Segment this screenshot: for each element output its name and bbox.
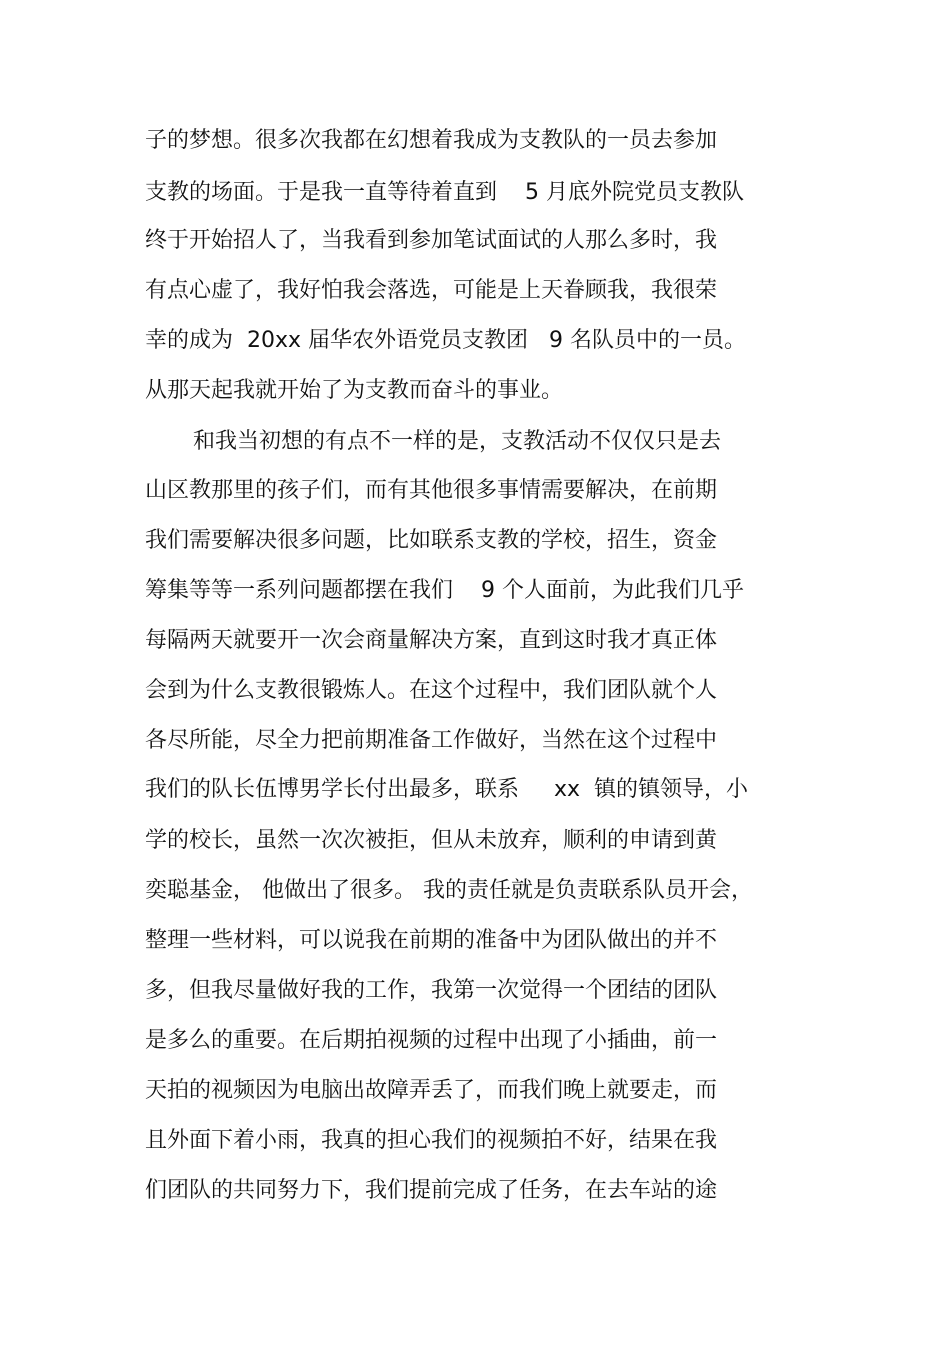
- text-line: 奕聪基金， 他做出了很多。 我的责任就是负责联系队员开会，: [145, 878, 753, 903]
- text-line: 会到为什么支教很锻炼人。在这个过程中，我们团队就个人: [145, 678, 718, 703]
- text-line: 每隔两天就要开一次会商量解决方案，直到这时我才真正体: [145, 628, 718, 653]
- text-line: 有点心虚了，我好怕我会落选，可能是上天眷顾我，我很荣: [145, 278, 718, 303]
- text-line: 天拍的视频因为电脑出故障弄丢了，而我们晚上就要走，而: [145, 1078, 718, 1103]
- text-line: 从那天起我就开始了为支教而奋斗的事业。: [145, 378, 564, 403]
- text-line: 各尽所能，尽全力把前期准备工作做好，当然在这个过程中: [145, 728, 718, 753]
- text-line: 筹集等等一系列问题都摆在我们 9 个人面前，为此我们几乎: [145, 578, 744, 603]
- paragraph-first-line: 和我当初想的有点不一样的是，支教活动不仅仅只是去: [193, 429, 722, 454]
- text-line: 子的梦想。很多次我都在幻想着我成为支教队的一员去参加: [145, 128, 718, 153]
- text-line: 我们需要解决很多问题，比如联系支教的学校，招生，资金: [145, 528, 718, 553]
- text-line: 山区教那里的孩子们，而有其他很多事情需要解决，在前期: [145, 478, 718, 503]
- text-line: 支教的场面。于是我一直等待着直到 5 月底外院党员支教队: [145, 180, 744, 205]
- text-line: 且外面下着小雨，我真的担心我们的视频拍不好，结果在我: [145, 1128, 718, 1153]
- text-line: 学的校长，虽然一次次被拒，但从未放弃，顺利的申请到黄: [145, 828, 718, 853]
- text-line: 终于开始招人了，当我看到参加笔试面试的人那么多时，我: [145, 228, 718, 253]
- text-line: 多，但我尽量做好我的工作，我第一次觉得一个团结的团队: [145, 978, 718, 1003]
- text-line: 们团队的共同努力下，我们提前完成了任务，在去车站的途: [145, 1178, 718, 1203]
- text-line: 整理一些材料，可以说我在前期的准备中为团队做出的并不: [145, 928, 718, 953]
- text-line: 幸的成为 20xx 届华农外语党员支教团 9 名队员中的一员。: [145, 328, 746, 353]
- text-line: 是多么的重要。在后期拍视频的过程中出现了小插曲，前一: [145, 1028, 718, 1053]
- text-line: 我们的队长伍博男学长付出最多，联系 xx 镇的镇领导，小: [145, 777, 748, 802]
